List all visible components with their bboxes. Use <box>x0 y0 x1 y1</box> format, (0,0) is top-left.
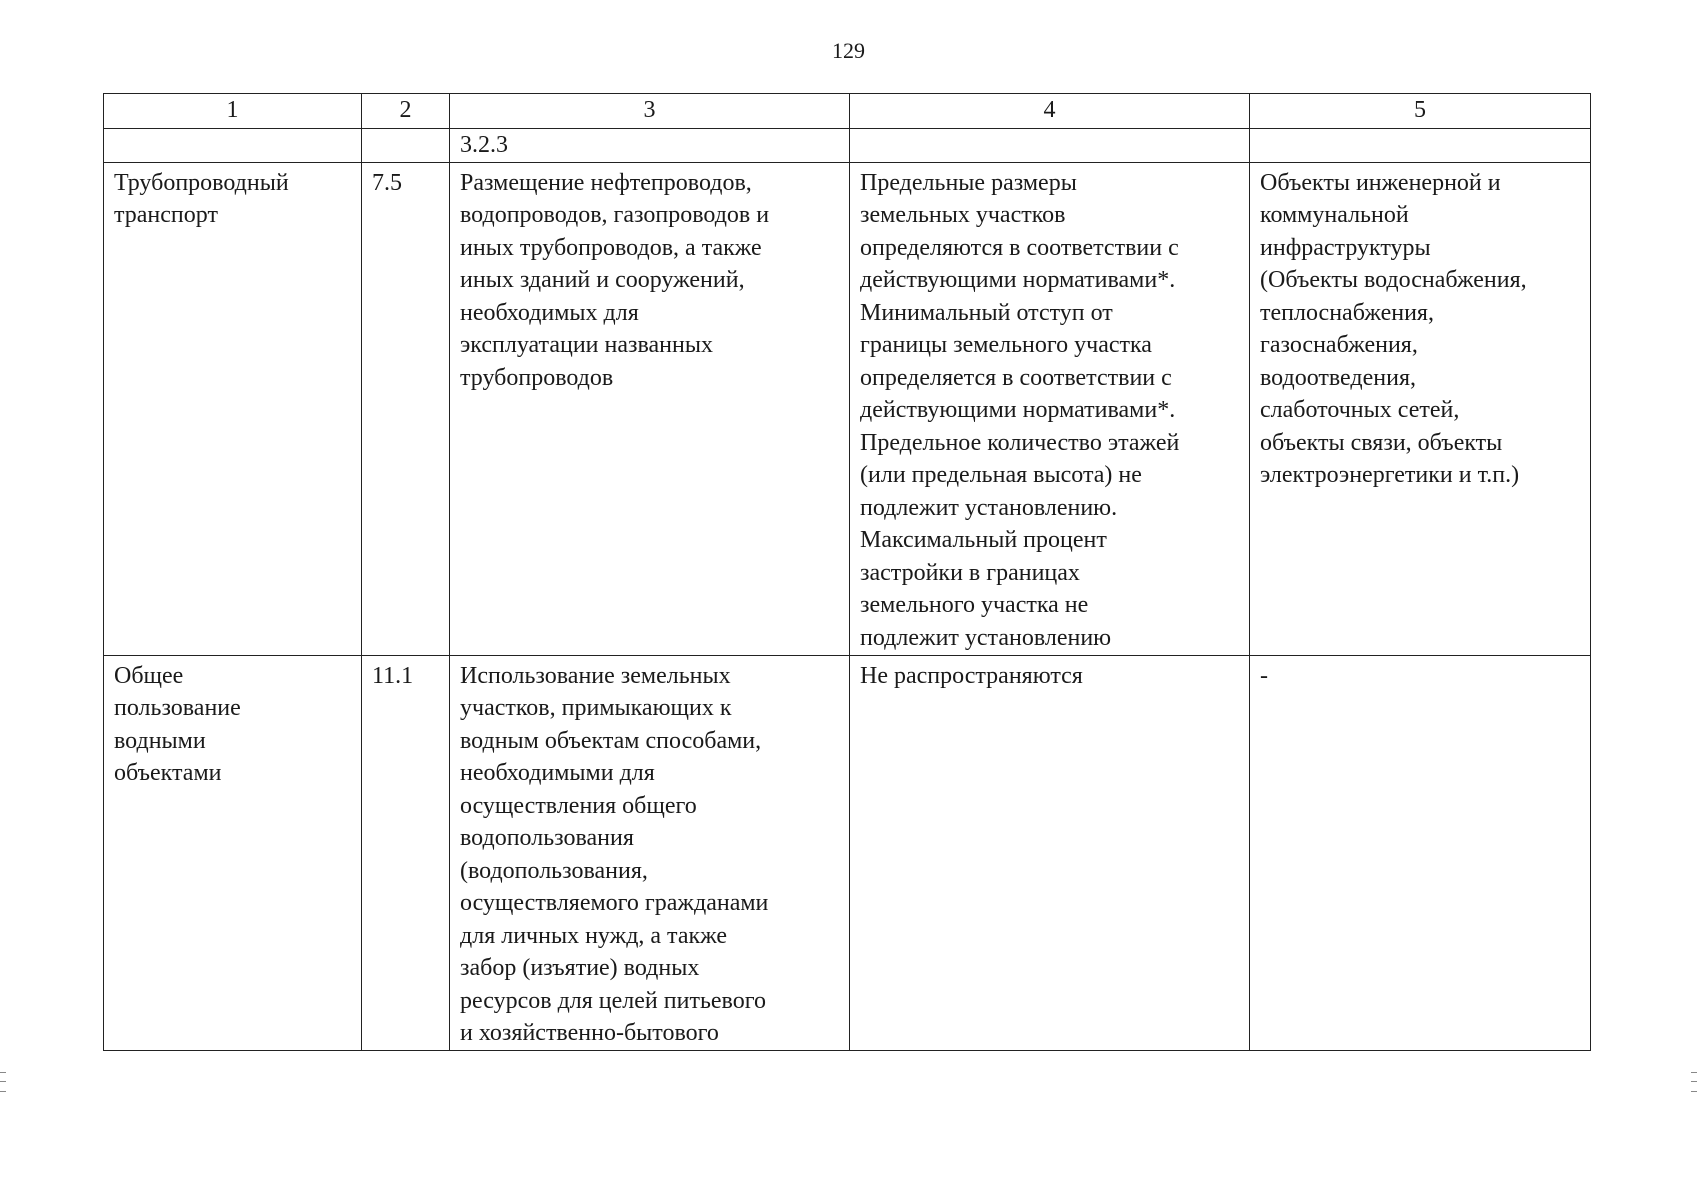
regulations-table <box>103 93 1591 1051</box>
land-use-code-cell: 7.5 <box>362 162 450 655</box>
table-row <box>104 162 1591 655</box>
subheader-cell: 3.2.3 <box>450 129 850 163</box>
land-use-name-cell: Общее пользование водными объектами <box>104 655 362 1050</box>
scan-edge-mark-right <box>1691 1072 1697 1092</box>
description-cell: Использование земельных участков, примыкающих к водным объектам способами, необходимыми для осуществления общего водопользования (водопользования, осуществляемого гражданами для личных нужд, а также забор (изъятие) водных ресурсов для целей питьевого и хозяйственно-бытового <box>450 655 850 1050</box>
subheader-cell <box>104 129 362 163</box>
subheader-cell <box>1250 129 1591 163</box>
table-header-row <box>104 94 1591 129</box>
parameters-cell: Не распространяются <box>850 655 1250 1050</box>
column-header: 2 <box>362 94 450 129</box>
column-header: 5 <box>1250 94 1591 129</box>
subheader-cell <box>362 129 450 163</box>
objects-cell: Объекты инженерной и коммунальной инфраструктуры (Объекты водоснабжения, теплоснабжения, газоснабжения, водоотведения, слаботочных сетей, объекты связи, объекты электроэнергетики и т.п.) <box>1250 162 1591 655</box>
column-header: 1 <box>104 94 362 129</box>
land-use-code-cell: 11.1 <box>362 655 450 1050</box>
parameters-cell: Предельные размеры земельных участков определяются в соответствии с действующими нормативами*. Минимальный отступ от границы земельного участка определяется в соответствии с действующими нормативами*. Предельное количество этажей (или предельная высота) не подлежит установлению. Максимальный процент застройки в границах земельного участка не подлежит установлению <box>850 162 1250 655</box>
land-use-name-cell: Трубопроводный транспорт <box>104 162 362 655</box>
column-header: 4 <box>850 94 1250 129</box>
table-subheader-row <box>104 129 1591 163</box>
scan-edge-mark-left <box>0 1072 6 1092</box>
subheader-cell <box>850 129 1250 163</box>
column-header: 3 <box>450 94 850 129</box>
page-number: 129 <box>832 38 865 63</box>
objects-cell: - <box>1250 655 1591 1050</box>
description-cell: Размещение нефтепроводов, водопроводов, газопроводов и иных трубопроводов, а также иных зданий и сооружений, необходимых для эксплуатации названных трубопроводов <box>450 162 850 655</box>
table-row <box>104 655 1591 1050</box>
